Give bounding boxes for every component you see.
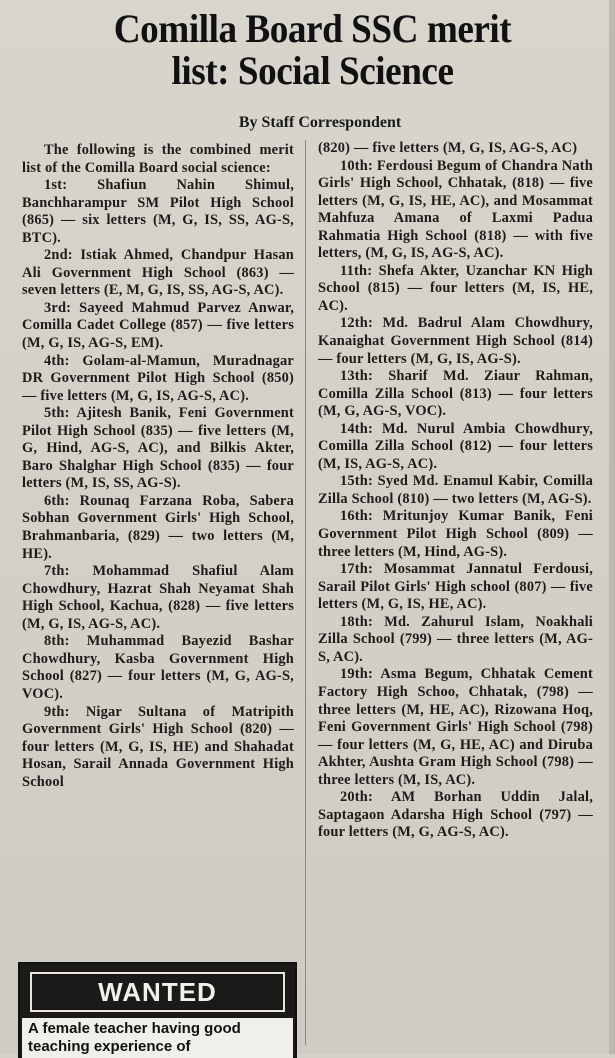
merit-paragraph: 20th: AM Borhan Uddin Jalal, Saptagaon Adarsha High School (797) — four letters (M, G, AG-S, AC). [318, 789, 593, 841]
merit-paragraph: 5th: Ajitesh Banik, Feni Government Pilot High School (835) — five letters (M, G, Hind, AG-S, AC), and Bilkis Akter, Baro Shalghar High School (835) — four letters (M, IS, SS, AG-S). [22, 405, 294, 492]
merit-paragraph: 8th: Muhammad Bayezid Bashar Chowdhury, Kasba Government High School (827) — four letters (M, G, AG-S, VOC). [22, 633, 294, 702]
ad-body-text: A female teacher having good teaching experience of [22, 1018, 293, 1058]
column-divider [305, 140, 306, 1045]
merit-paragraph: 16th: Mritunjoy Kumar Banik, Feni Government Pilot High School (809) — three letters (M, Hind, AG-S). [318, 508, 593, 560]
merit-paragraph: 10th: Ferdousi Begum of Chandra Nath Girls' High School, Chhatak, (818) — five letters (M, G, IS, HE, AC), and Mosammat Mahfuza Amana of Laxmi Padua Rahmatia High School (818) — with five letters, (M, G, IS, AG-S, AC). [318, 157, 593, 262]
merit-paragraph: (820) — five letters (M, G, IS, AG-S, AC) [318, 140, 578, 156]
byline: By Staff Correspondent [238, 114, 402, 131]
merit-paragraph: 17th: Mosammat Jannatul Ferdousi, Sarail Pilot Girls' High school (807) — five letters (M, G, IS, HE, AC). [318, 561, 593, 613]
merit-paragraph: 13th: Sharif Md. Ziaur Rahman, Comilla Zilla School (813) — four letters (M, G, AG-S, VOC). [318, 368, 593, 420]
merit-paragraph: 9th: Nigar Sultana of Matripith Government Girls' High School (820) — four letters (M, G, IS, HE) and Shahadat Hosan, Sarail Annada Government High School [22, 703, 294, 790]
merit-paragraph: 1st: Shafiun Nahin Shimul, Banchharampur SM Pilot High School (865) — six letters (M, G, IS, SS, AG-S, BTC). [22, 177, 294, 246]
merit-paragraph: 19th: Asma Begum, Chhatak Cement Factory High Schoo, Chhatak, (798) — three letters (M, HE, AC), Rizowana Hoq, Feni Government Girls' High School (798) — four letters (M, G, HE, AC) and Diruba Akhter, Aushta Gram High School (798) — three letters (M, IS, AC). [318, 666, 593, 788]
merit-paragraph: 15th: Syed Md. Enamul Kabir, Comilla Zilla School (810) — two letters (M, AG-S). [318, 473, 593, 507]
merit-paragraph: 4th: Golam-al-Mamun, Muradnagar DR Government Pilot High School (850) — five letters (M, G, IS, AG-S, AC). [22, 352, 294, 404]
merit-paragraph: 11th: Shefa Akter, Uzanchar KN High School (815) — four letters (M, IS, HE, AC). [318, 262, 593, 314]
headline [40, 8, 584, 92]
ad-title: WANTED [30, 972, 285, 1012]
merit-paragraph: The following is the combined merit list of the Comilla Board social science: [22, 142, 294, 176]
wanted-advertisement [18, 962, 297, 1058]
merit-paragraph: 7th: Mohammad Shafiul Alam Chowdhury, Hazrat Shah Neyamat Shah High School, Kachua, (828) — five letters (M, G, IS, AG-S, AC). [22, 563, 294, 632]
merit-paragraph: 3rd: Sayeed Mahmud Parvez Anwar, Comilla Cadet College (857) — five letters (M, G, IS, AG-S, EM). [22, 299, 294, 352]
headline-line-1: Comilla Board SSC merit [113, 6, 512, 51]
merit-paragraph: 6th: Rounaq Farzana Roba, Sabera Sobhan Government Girls' High School, Brahmanbaria, (829) — two letters (M, HE). [22, 492, 294, 562]
headline-line-2: list: Social Science [171, 48, 454, 93]
merit-paragraph: 14th: Md. Nurul Ambia Chowdhury, Comilla Zilla School (812) — four letters (M, IS, AG-S, AC). [318, 420, 593, 472]
merit-paragraph: 18th: Md. Zahurul Islam, Noakhali Zilla School (799) — three letters (M, AG-S, AC). [318, 613, 593, 665]
page-edge [609, 0, 615, 1054]
article-column-right [318, 140, 593, 842]
merit-paragraph: 12th: Md. Badrul Alam Chowdhury, Kanaighat Government High School (814) — four letters (M, G, IS, AG-S). [318, 315, 593, 367]
article-column-left [22, 142, 294, 791]
merit-paragraph: 2nd: Istiak Ahmed, Chandpur Hasan Ali Government High School (863) — seven letters (E, M, G, IS, SS, AG-S, AC). [22, 247, 294, 299]
